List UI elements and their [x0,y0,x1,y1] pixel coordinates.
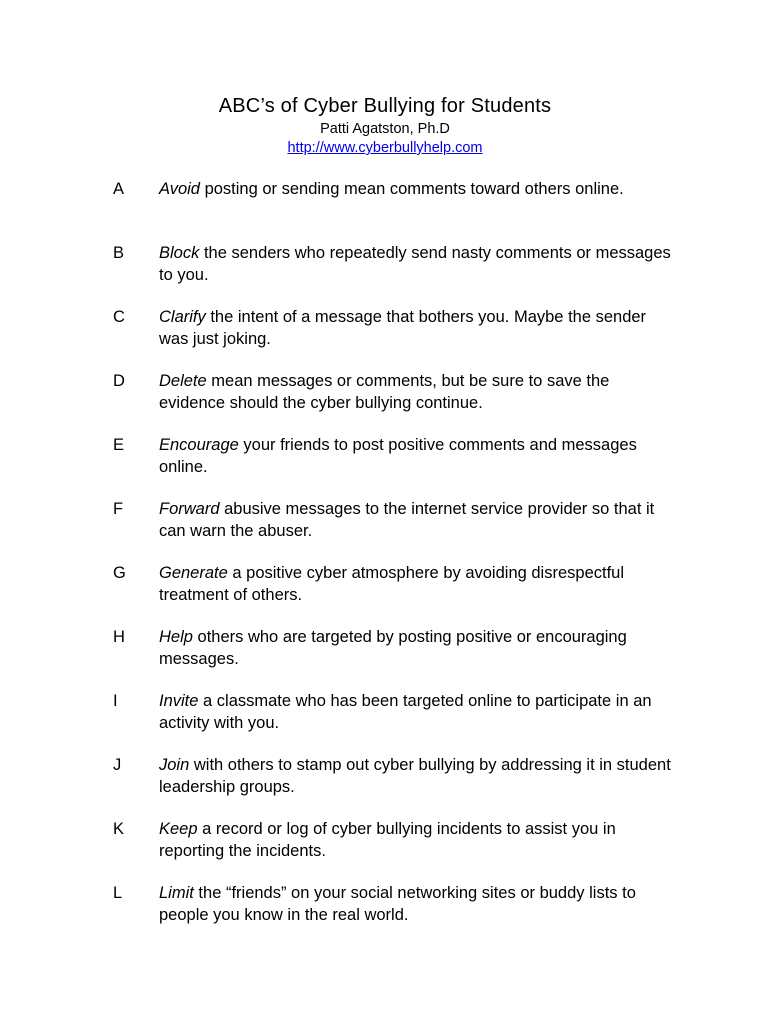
item-letter: K [113,820,125,838]
item-letter: C [113,308,125,326]
item-text [159,307,679,350]
item-description: others who are targeted by posting positive or encouraging messages. [159,628,627,668]
list-item [0,179,770,243]
item-text [159,243,679,286]
item-letter: J [113,756,122,774]
item-description: your friends to post positive comments and messages online. [159,436,637,476]
item-keyword: Generate [159,564,228,582]
item-text [159,755,679,798]
item-text [159,627,679,670]
list-item [0,563,770,627]
list-item [0,371,770,435]
item-keyword: Avoid [159,180,200,198]
item-keyword: Join [159,756,190,774]
item-keyword: Clarify [159,308,206,326]
item-description: the senders who repeatedly send nasty comments or messages to you. [159,244,671,284]
list-item [0,691,770,755]
item-description: a record or log of cyber bullying incidents to assist you in reporting the incidents. [159,820,616,860]
list-item [0,307,770,371]
item-text [159,819,679,862]
list-item [0,627,770,691]
document-title: ABC’s of Cyber Bullying for Students [218,95,552,117]
item-description: the intent of a message that bothers you. Maybe the sender was just joking. [159,308,647,348]
item-keyword: Block [159,244,200,262]
item-keyword: Forward [159,500,220,518]
item-letter: B [113,244,125,262]
item-description: posting or sending mean comments toward others online. [199,180,624,198]
item-letter: L [113,884,123,902]
list-item [0,819,770,883]
list-item [0,435,770,499]
item-keyword: Keep [159,820,198,838]
item-letter: A [113,180,125,198]
item-description: the “friends” on your social networking sites or buddy lists to people you know in the real world. [159,884,636,924]
item-text [159,371,679,414]
item-text [159,179,679,201]
item-description: a positive cyber atmosphere by avoiding disrespectful treatment of others. [159,564,625,604]
item-keyword: Invite [159,692,199,710]
item-keyword: Delete [159,372,207,390]
item-keyword: Encourage [159,436,239,454]
item-text [159,435,679,478]
abc-list [0,179,770,947]
item-description: abusive messages to the internet service provider so that it can warn the abuser. [159,500,655,540]
author-name: Patti Agatston, Ph.D [320,121,450,137]
document-header [0,93,770,157]
item-letter: F [113,500,124,518]
item-keyword: Limit [159,884,194,902]
item-text [159,883,679,926]
item-description: mean messages or comments, but be sure to save the evidence should the cyber bullying continue. [159,372,610,412]
list-item [0,499,770,563]
item-letter: I [113,692,118,710]
list-item [0,243,770,307]
item-text [159,499,679,542]
item-letter: E [113,436,125,454]
item-description: a classmate who has been targeted online to participate in an activity with you. [159,692,652,732]
item-description: with others to stamp out cyber bullying by addressing it in student leadership groups. [159,756,671,796]
item-letter: D [113,372,125,390]
item-letter: H [113,628,125,646]
list-item [0,755,770,819]
list-item [0,883,770,947]
item-letter: G [113,564,126,582]
item-keyword: Help [159,628,193,646]
item-text [159,563,679,606]
website-link[interactable]: http://www.cyberbullyhelp.com [287,140,483,156]
item-text [159,691,679,734]
